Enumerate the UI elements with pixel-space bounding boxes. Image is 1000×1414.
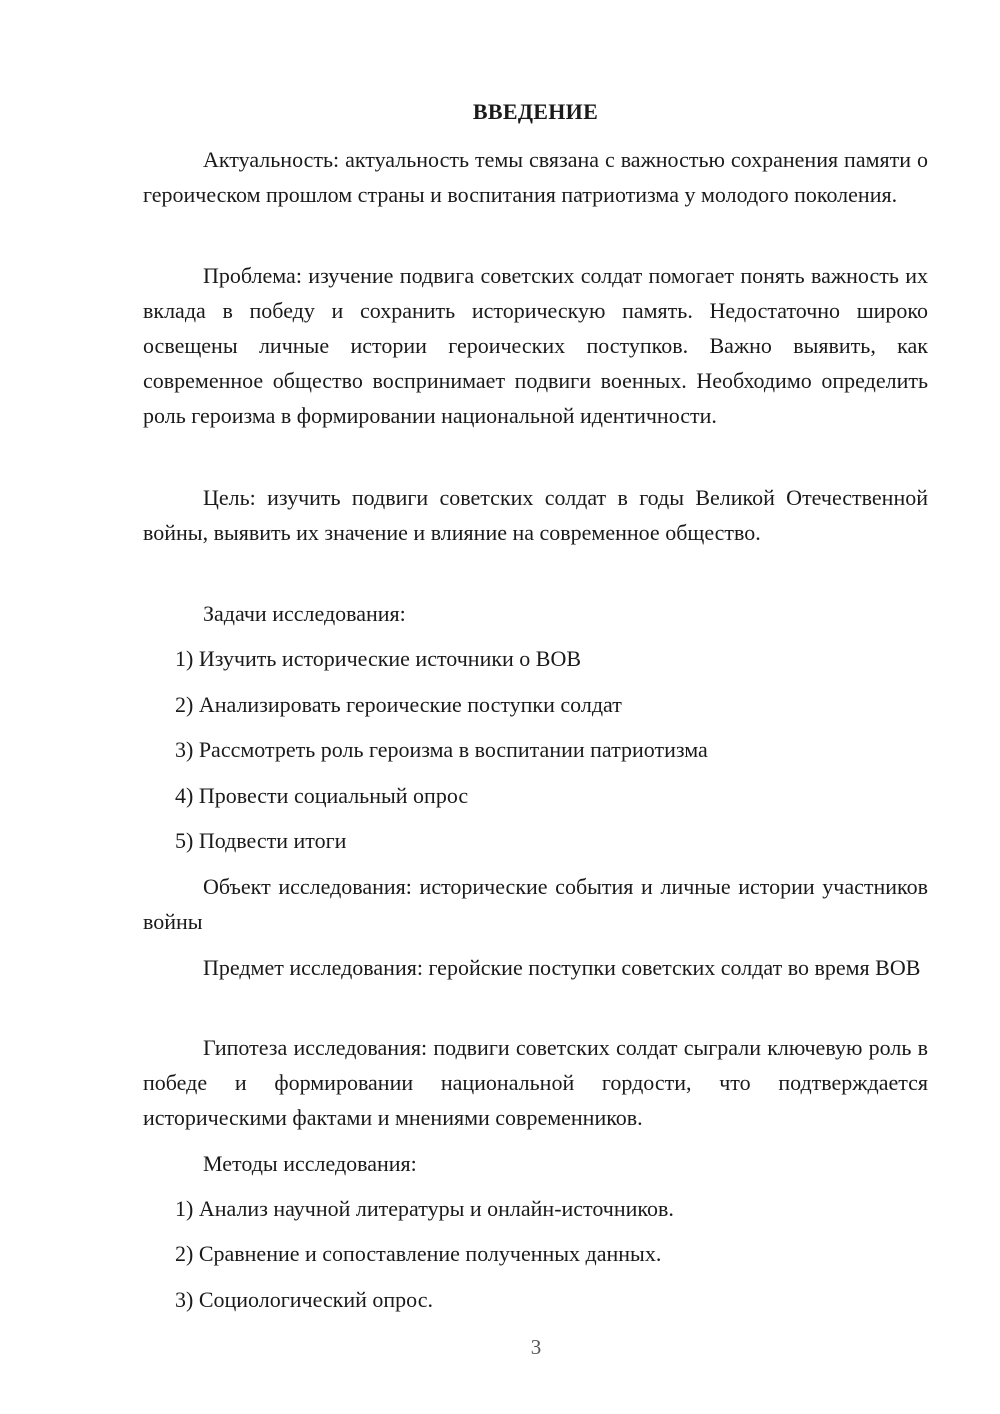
paragraph-goal: Цель: изучить подвиги советских солдат в годы Великой Отечественной войны, выявить их значение и влияние на современное общество. (143, 485, 928, 545)
task-item-5: 5) Подвести итоги (175, 828, 347, 853)
paragraph-hypothesis: Гипотеза исследования: подвиги советских солдат сыграли ключевую роль в победе и формировании национальной гордости, что подтверждается историческими фактами и мнениями современников. (143, 1035, 928, 1130)
method-item-2: 2) Сравнение и сопоставление полученных данных. (175, 1241, 662, 1266)
paragraph-object: Объект исследования: исторические события и личные истории участников войны (143, 874, 928, 934)
paragraph-subject: Предмет исследования: геройские поступки советских солдат во время ВОВ (203, 955, 921, 980)
task-item-4: 4) Провести социальный опрос (175, 783, 469, 808)
page-number: 3 (530, 1335, 542, 1359)
task-item-3: 3) Рассмотреть роль героизма в воспитании патриотизма (175, 737, 708, 762)
section-title: ВВЕДЕНИЕ (472, 99, 599, 124)
paragraph-relevance: Актуальность: актуальность темы связана с важностью сохранения памяти о героическом прошлом страны и воспитания патриотизма у молодого поколения. (143, 147, 928, 207)
methods-heading: Методы исследования: (203, 1151, 417, 1176)
method-item-3: 3) Социологический опрос. (175, 1287, 433, 1312)
method-item-1: 1) Анализ научной литературы и онлайн-источников. (175, 1196, 674, 1221)
task-item-2: 2) Анализировать героические поступки солдат (175, 692, 622, 717)
task-item-1: 1) Изучить исторические источники о ВОВ (175, 646, 582, 671)
paragraph-problem: Проблема: изучение подвига советских солдат помогает понять важность их вклада в победу и сохранить историческую память. Недостаточно широко освещены личные истории героических поступков. Важно выявить, как современное общество воспринимает подвиги военных. Необходимо определить роль героизма в формировании национальной идентичности. (143, 263, 928, 428)
tasks-heading: Задачи исследования: (203, 601, 406, 626)
